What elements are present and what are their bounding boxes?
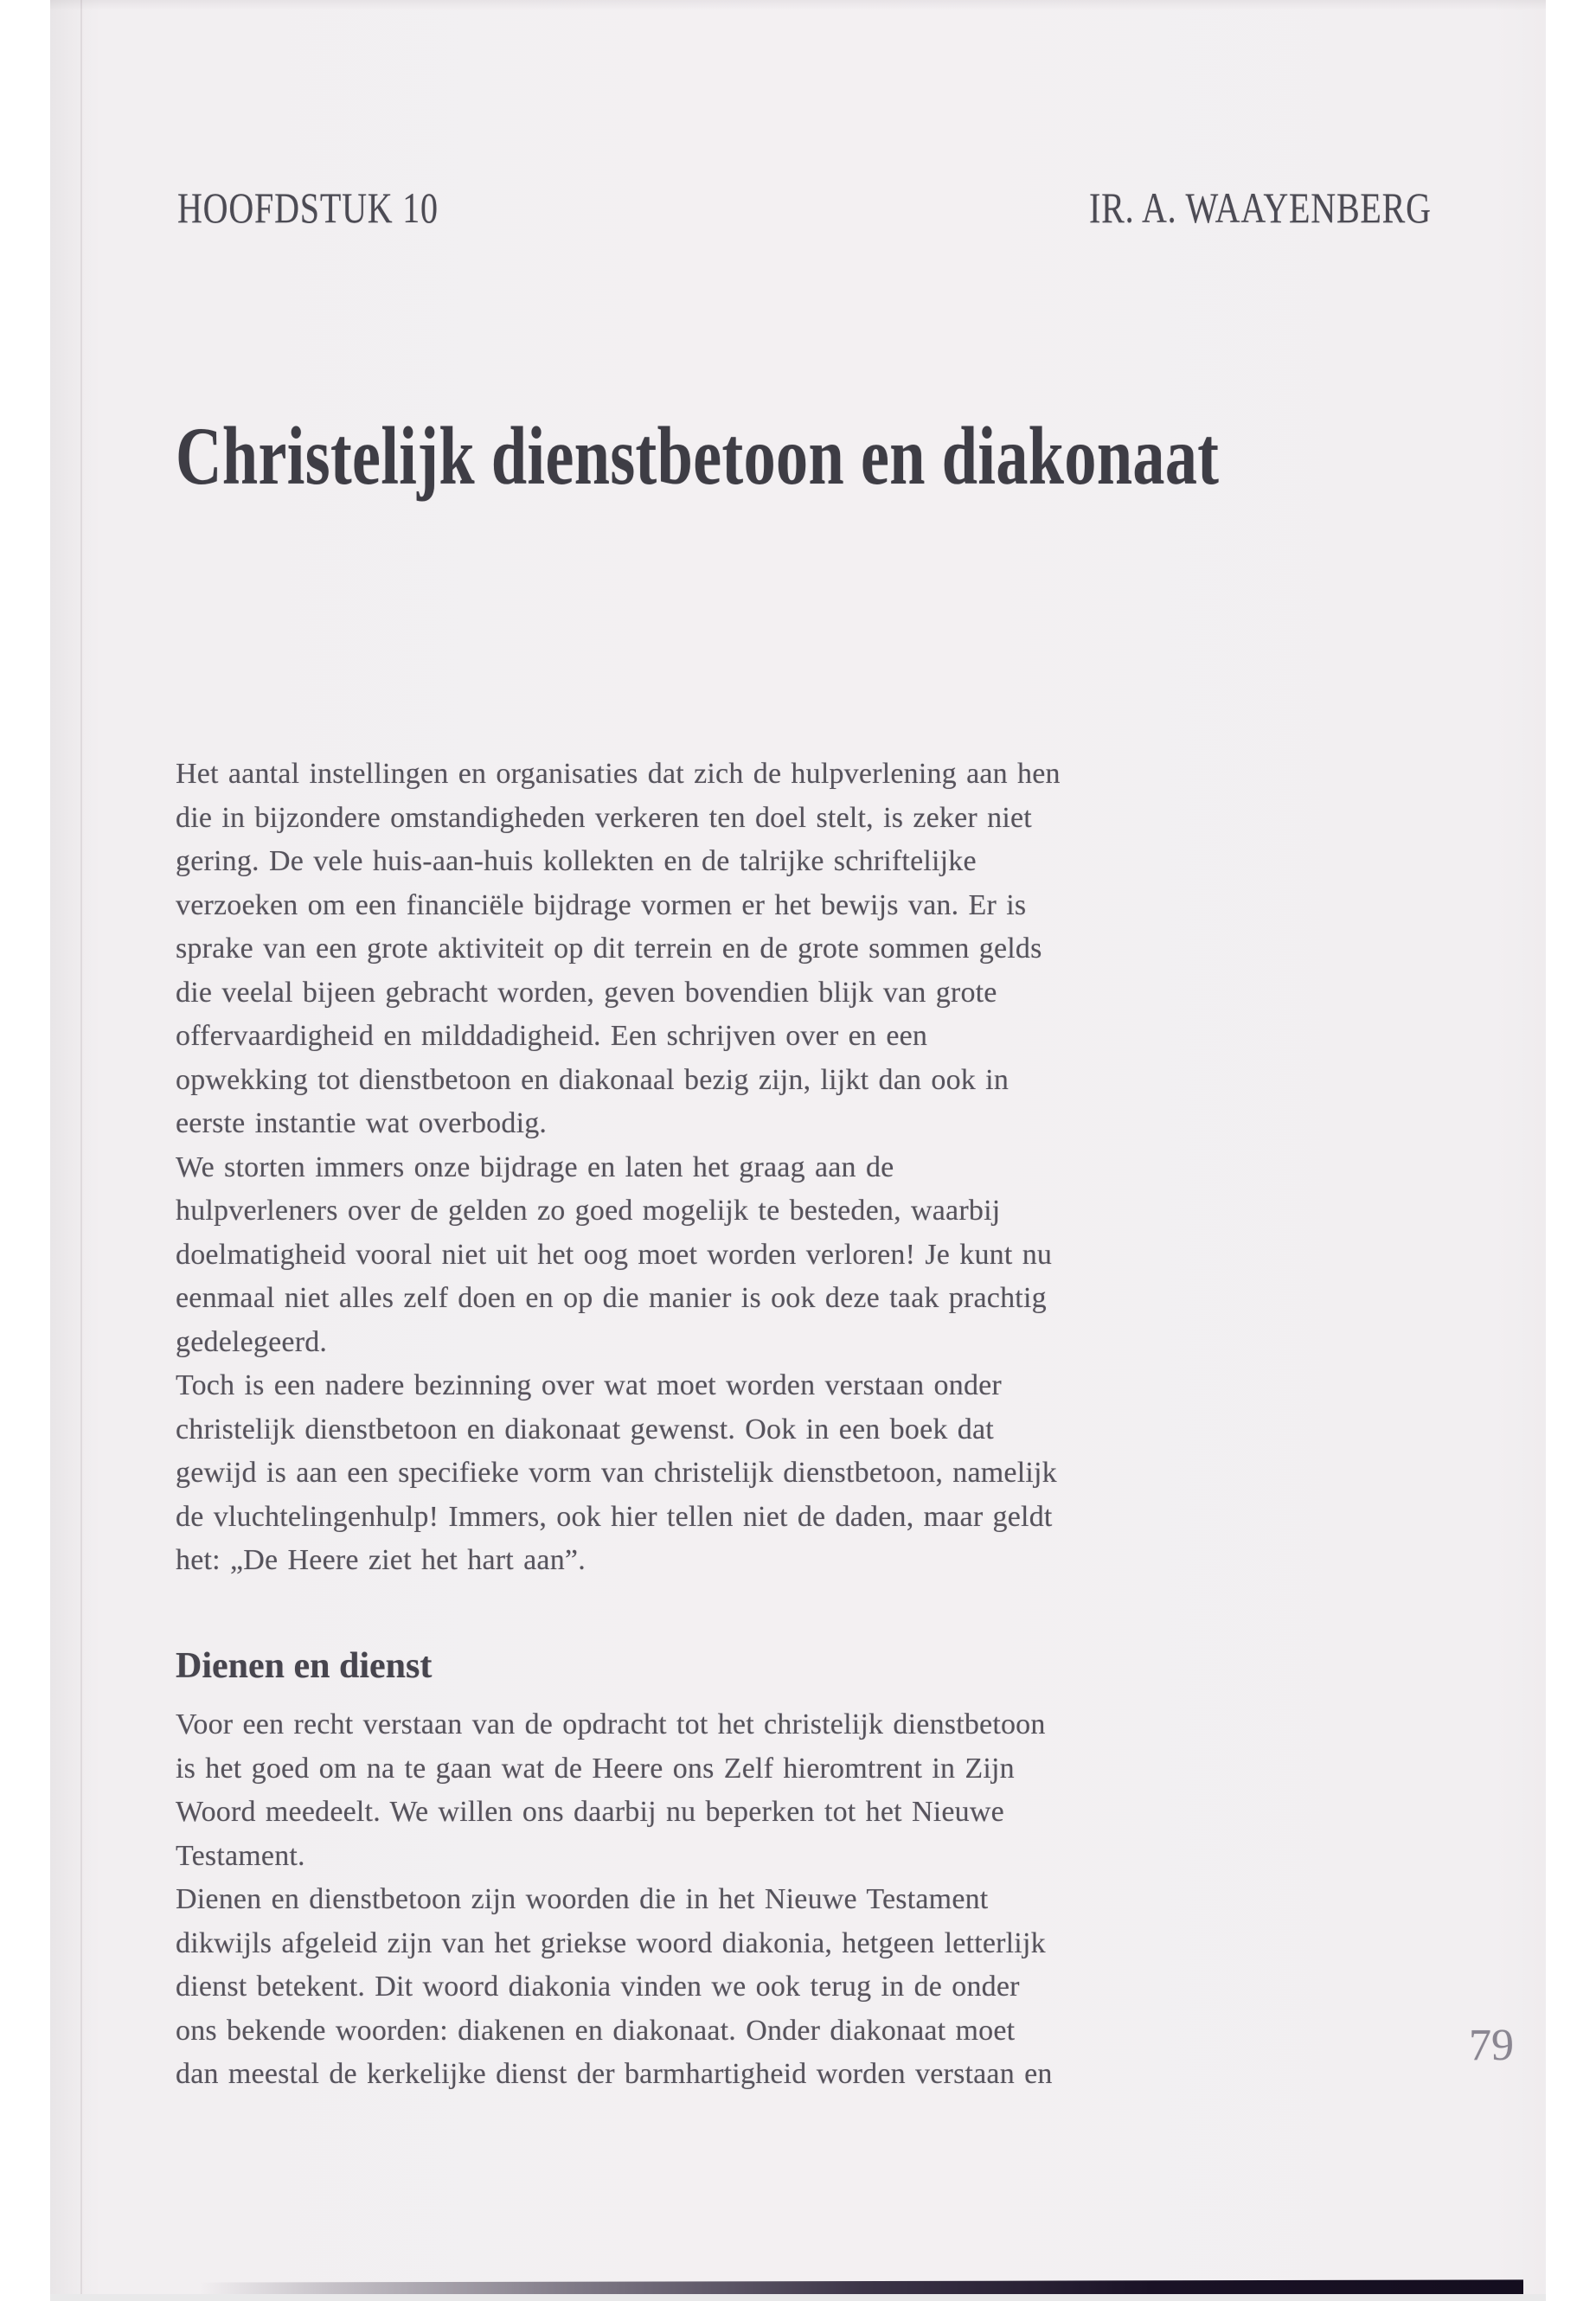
text-line: is het goed om na te gaan wat de Heere ons Zelf hieromtrent in Zijn [176, 1752, 1015, 1785]
chapter-header: HOOFDSTUK 10 [177, 183, 439, 232]
text-line: sprake van een grote aktiviteit op dit terrein en de grote sommen gelds [176, 933, 1042, 965]
text-line: dikwijls afgeleid zijn van het griekse woord diakonia, hetgeen letterlijk [176, 1926, 1046, 1959]
text-line: gedelegeerd. [176, 1325, 328, 1358]
text-line: opwekking tot dienstbetoon en diakonaal bezig zijn, lijkt dan ook in [176, 1063, 1010, 1096]
text-line: die veelal bijeen gebracht worden, geven bovendien blijk van grote [176, 976, 997, 1009]
page-title: Christelijk dienstbetoon en diakonaat [176, 410, 1220, 502]
text-line: We storten immers onze bijdrage en laten het graag aan de [176, 1150, 894, 1183]
section-heading: Dienen en dienst [176, 1646, 433, 1686]
text-line: de vluchtelingenhulp! Immers, ook hier tellen niet de daden, maar geldt [176, 1500, 1053, 1533]
text-line: dienst betekent. Dit woord diakonia vinden we ook terug in de onder [176, 1971, 1020, 2003]
section-paragraphs [176, 1703, 1490, 2097]
text-line: eenmaal niet alles zelf doen en op die manier is ook deze taak prachtig [176, 1282, 1047, 1314]
text-line: Woord meedeelt. We willen ons daarbij nu beperken tot het Nieuwe [176, 1796, 1004, 1828]
text-line: Het aantal instellingen en organisaties dat zich de hulpverlening aan hen [176, 758, 1061, 790]
text-line: het: „De Heere ziet het hart aan”. [176, 1544, 586, 1576]
text-line: Testament. [176, 1839, 305, 1872]
text-line: ons bekende woorden: diakenen en diakonaat. Onder diakonaat moet [176, 2014, 1016, 2047]
text-line: offervaardigheid en milddadigheid. Een schrijven over en een [176, 1020, 928, 1052]
text-line: hulpverleners over de gelden zo goed mogelijk te besteden, waarbij [176, 1195, 1001, 1227]
intro-paragraphs [176, 753, 1490, 1583]
text-line: gewijd is aan een specifieke vorm van christelijk dienstbetoon, namelijk [176, 1457, 1057, 1489]
text-line: eerste instantie wat overbodig. [176, 1107, 548, 1139]
text-line: Voor een recht verstaan van de opdracht tot het christelijk dienstbetoon [176, 1708, 1046, 1740]
author-header: IR. A. WAAYENBERG [1089, 183, 1432, 232]
scan-bottom-strip [50, 2294, 1546, 2301]
text-line: christelijk dienstbetoon en diakonaat gewenst. Ook in een boek dat [176, 1413, 994, 1445]
page-number: 79 [1469, 2021, 1514, 2070]
page-edge-line [80, 0, 82, 2301]
text-line: Dienen en dienstbetoon zijn woorden die in het Nieuwe Testament [176, 1883, 989, 1915]
text-line: Toch is een nadere bezinning over wat moet worden verstaan onder [176, 1369, 1002, 1401]
text-line: verzoeken om een financiële bijdrage vormen er het bewijs van. Er is [176, 888, 1027, 921]
text-line: doelmatigheid vooral niet uit het oog moet worden verloren! Je kunt nu [176, 1238, 1053, 1271]
page-top-shade [50, 0, 1546, 10]
text-line: dan meestal de kerkelijke dienst der barmhartigheid worden verstaan en [176, 2058, 1053, 2090]
text-line: gering. De vele huis-aan-huis kollekten en de talrijke schriftelijke [176, 845, 977, 877]
text-line: die in bijzondere omstandigheden verkeren ten doel stelt, is zeker niet [176, 801, 1032, 834]
